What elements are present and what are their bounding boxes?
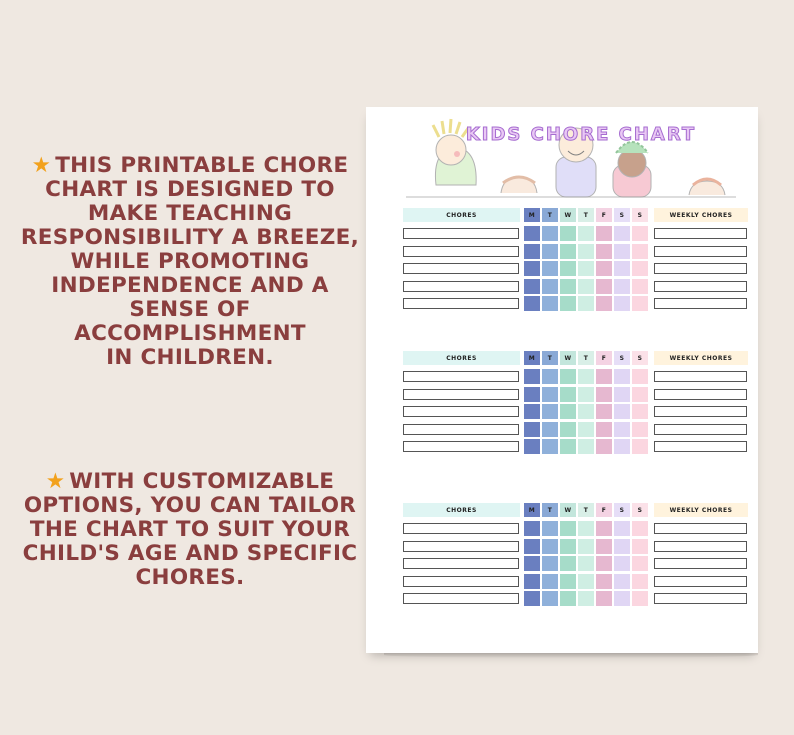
weekly-chore-input[interactable] — [654, 281, 747, 292]
day-checkbox[interactable] — [542, 556, 558, 571]
chore-input[interactable] — [403, 371, 519, 382]
weekly-chore-input[interactable] — [654, 523, 747, 534]
day-checkbox[interactable] — [560, 404, 576, 419]
day-checkbox[interactable] — [578, 439, 594, 454]
day-checkbox[interactable] — [578, 279, 594, 294]
day-checkbox[interactable] — [560, 591, 576, 606]
day-checkbox[interactable] — [596, 439, 612, 454]
promo-line: CHORES. — [135, 565, 245, 590]
promo-line: SENSE OF ACCOMPLISHMENT — [74, 297, 306, 346]
chore-input[interactable] — [403, 228, 519, 239]
star-icon: ★ — [45, 469, 66, 494]
day-checkbox[interactable] — [614, 279, 630, 294]
chore-input[interactable] — [403, 424, 519, 435]
weekly-chore-input[interactable] — [654, 541, 747, 552]
day-checkbox[interactable] — [578, 226, 594, 241]
day-checkbox[interactable] — [614, 556, 630, 571]
day-checkbox[interactable] — [596, 574, 612, 589]
day-header: T — [542, 503, 558, 517]
day-checkbox[interactable] — [614, 574, 630, 589]
weekly-chore-input[interactable] — [654, 263, 747, 274]
day-checkbox[interactable] — [578, 404, 594, 419]
day-checkbox[interactable] — [632, 521, 648, 536]
day-checkbox[interactable] — [614, 591, 630, 606]
day-checkbox[interactable] — [614, 539, 630, 554]
day-checkbox[interactable] — [542, 296, 558, 311]
day-checkbox[interactable] — [596, 556, 612, 571]
day-checkbox[interactable] — [560, 556, 576, 571]
day-checkbox[interactable] — [614, 369, 630, 384]
chores-header: CHORES — [403, 351, 520, 365]
day-checkbox[interactable] — [542, 279, 558, 294]
chore-input[interactable] — [403, 298, 519, 309]
day-checkbox[interactable] — [614, 387, 630, 402]
day-checkbox[interactable] — [542, 574, 558, 589]
day-checkbox[interactable] — [524, 556, 540, 571]
star-icon: ★ — [31, 153, 52, 178]
day-checkbox[interactable] — [524, 574, 540, 589]
day-checkbox[interactable] — [560, 387, 576, 402]
promo-line: CHART IS DESIGNED TO — [45, 177, 335, 202]
day-checkbox[interactable] — [578, 574, 594, 589]
promo-line: OPTIONS, YOU CAN TAILOR — [23, 493, 357, 518]
day-header: F — [596, 208, 612, 222]
day-checkbox[interactable] — [542, 387, 558, 402]
day-checkbox[interactable] — [632, 244, 648, 259]
chore-input[interactable] — [403, 576, 519, 587]
day-checkbox[interactable] — [542, 439, 558, 454]
day-checkbox[interactable] — [542, 404, 558, 419]
chores-header: CHORES — [403, 503, 520, 517]
chore-input[interactable] — [403, 541, 519, 552]
day-checkbox[interactable] — [632, 404, 648, 419]
day-checkbox[interactable] — [524, 539, 540, 554]
day-checkbox[interactable] — [578, 244, 594, 259]
chore-section-3 — [403, 503, 748, 607]
weekly-chore-input[interactable] — [654, 371, 747, 382]
chore-input[interactable] — [403, 441, 519, 452]
day-checkbox[interactable] — [578, 539, 594, 554]
day-checkbox[interactable] — [560, 296, 576, 311]
day-checkbox[interactable] — [578, 296, 594, 311]
day-header: T — [578, 351, 594, 365]
day-checkbox[interactable] — [560, 574, 576, 589]
day-checkbox[interactable] — [596, 422, 612, 437]
promo-line: MAKE TEACHING — [87, 201, 293, 226]
day-checkbox[interactable] — [560, 261, 576, 276]
weekly-chores-header: WEEKLY CHORES — [654, 351, 748, 365]
day-header: S — [614, 351, 630, 365]
day-checkbox[interactable] — [524, 226, 540, 241]
day-checkbox[interactable] — [632, 556, 648, 571]
day-checkbox[interactable] — [596, 261, 612, 276]
chore-section-1 — [403, 208, 748, 312]
day-header: W — [560, 208, 576, 222]
day-checkbox[interactable] — [614, 404, 630, 419]
promo-line: WITH CUSTOMIZABLE — [69, 469, 335, 494]
day-header: M — [524, 351, 540, 365]
day-checkbox[interactable] — [632, 279, 648, 294]
weekly-chore-input[interactable] — [654, 593, 747, 604]
chore-input[interactable] — [403, 281, 519, 292]
day-checkbox[interactable] — [542, 369, 558, 384]
day-checkbox[interactable] — [614, 439, 630, 454]
day-checkbox[interactable] — [542, 244, 558, 259]
day-header: S — [632, 208, 648, 222]
promo-paragraph-1 — [20, 154, 360, 370]
promo-line: THE CHART TO SUIT YOUR — [29, 517, 351, 542]
day-checkbox[interactable] — [542, 226, 558, 241]
day-header: F — [596, 503, 612, 517]
day-checkbox[interactable] — [560, 369, 576, 384]
chore-input[interactable] — [403, 558, 519, 569]
day-header: T — [542, 351, 558, 365]
day-checkbox[interactable] — [632, 439, 648, 454]
promo-line: WHILE PROMOTING — [70, 249, 310, 274]
day-header: M — [524, 503, 540, 517]
day-checkbox[interactable] — [614, 244, 630, 259]
day-checkbox[interactable] — [524, 591, 540, 606]
day-checkbox[interactable] — [596, 591, 612, 606]
promo-line: THIS PRINTABLE CHORE — [55, 153, 349, 178]
day-checkbox[interactable] — [614, 296, 630, 311]
day-checkbox[interactable] — [578, 556, 594, 571]
day-header: S — [632, 351, 648, 365]
day-checkbox[interactable] — [542, 539, 558, 554]
day-checkbox[interactable] — [524, 387, 540, 402]
promo-line: RESPONSIBILITY A BREEZE, — [20, 225, 360, 250]
day-checkbox[interactable] — [614, 226, 630, 241]
day-checkbox[interactable] — [542, 591, 558, 606]
day-checkbox[interactable] — [578, 387, 594, 402]
weekly-chores-header: WEEKLY CHORES — [654, 503, 748, 517]
promo-line: CHILD'S AGE AND SPECIFIC — [22, 541, 358, 566]
chore-input[interactable] — [403, 263, 519, 274]
day-checkbox[interactable] — [614, 422, 630, 437]
day-checkbox[interactable] — [560, 439, 576, 454]
day-checkbox[interactable] — [596, 244, 612, 259]
weekly-chore-input[interactable] — [654, 406, 747, 417]
day-checkbox[interactable] — [560, 521, 576, 536]
day-checkbox[interactable] — [542, 521, 558, 536]
weekly-chore-input[interactable] — [654, 228, 747, 239]
day-checkbox[interactable] — [524, 439, 540, 454]
day-header: F — [596, 351, 612, 365]
day-checkbox[interactable] — [632, 539, 648, 554]
day-checkbox[interactable] — [578, 369, 594, 384]
weekly-chore-input[interactable] — [654, 424, 747, 435]
day-header: T — [578, 208, 594, 222]
weekly-chore-input[interactable] — [654, 441, 747, 452]
day-checkbox[interactable] — [542, 422, 558, 437]
day-checkbox[interactable] — [560, 244, 576, 259]
day-checkbox[interactable] — [596, 279, 612, 294]
day-header: S — [632, 503, 648, 517]
chore-input[interactable] — [403, 406, 519, 417]
day-checkbox[interactable] — [632, 422, 648, 437]
day-header: T — [578, 503, 594, 517]
day-checkbox[interactable] — [560, 539, 576, 554]
chore-chart-page — [366, 107, 758, 653]
day-checkbox[interactable] — [632, 261, 648, 276]
chore-input[interactable] — [403, 389, 519, 400]
day-checkbox[interactable] — [560, 279, 576, 294]
day-checkbox[interactable] — [632, 369, 648, 384]
day-checkbox[interactable] — [524, 422, 540, 437]
day-checkbox[interactable] — [596, 296, 612, 311]
chore-input[interactable] — [403, 523, 519, 534]
weekly-chore-input[interactable] — [654, 389, 747, 400]
day-checkbox[interactable] — [596, 521, 612, 536]
chore-section-2 — [403, 351, 748, 455]
day-checkbox[interactable] — [524, 261, 540, 276]
weekly-chore-input[interactable] — [654, 576, 747, 587]
day-header: W — [560, 503, 576, 517]
day-checkbox[interactable] — [578, 261, 594, 276]
chores-header: CHORES — [403, 208, 520, 222]
promo-paragraph-2 — [20, 470, 360, 590]
day-checkbox[interactable] — [596, 369, 612, 384]
day-checkbox[interactable] — [524, 369, 540, 384]
weekly-chore-input[interactable] — [654, 298, 747, 309]
day-checkbox[interactable] — [578, 591, 594, 606]
day-checkbox[interactable] — [614, 521, 630, 536]
day-header: S — [614, 208, 630, 222]
day-checkbox[interactable] — [596, 387, 612, 402]
chore-input[interactable] — [403, 246, 519, 257]
day-checkbox[interactable] — [596, 404, 612, 419]
day-checkbox[interactable] — [524, 296, 540, 311]
promo-line: INDEPENDENCE AND A — [51, 273, 329, 298]
day-header: W — [560, 351, 576, 365]
promo-line: IN CHILDREN. — [106, 345, 274, 370]
day-header: T — [542, 208, 558, 222]
day-checkbox[interactable] — [560, 226, 576, 241]
weekly-chore-input[interactable] — [654, 246, 747, 257]
day-checkbox[interactable] — [596, 539, 612, 554]
weekly-chore-input[interactable] — [654, 558, 747, 569]
day-checkbox[interactable] — [524, 279, 540, 294]
day-checkbox[interactable] — [614, 261, 630, 276]
day-checkbox[interactable] — [578, 521, 594, 536]
day-checkbox[interactable] — [524, 244, 540, 259]
day-checkbox[interactable] — [596, 226, 612, 241]
day-checkbox[interactable] — [524, 404, 540, 419]
day-checkbox[interactable] — [578, 422, 594, 437]
chart-title: KIDS CHORE CHART — [465, 124, 697, 145]
day-checkbox[interactable] — [632, 574, 648, 589]
day-checkbox[interactable] — [542, 261, 558, 276]
day-checkbox[interactable] — [560, 422, 576, 437]
day-header: S — [614, 503, 630, 517]
weekly-chores-header: WEEKLY CHORES — [654, 208, 748, 222]
day-checkbox[interactable] — [632, 387, 648, 402]
day-checkbox[interactable] — [524, 521, 540, 536]
day-checkbox[interactable] — [632, 591, 648, 606]
day-checkbox[interactable] — [632, 226, 648, 241]
chore-input[interactable] — [403, 593, 519, 604]
day-checkbox[interactable] — [632, 296, 648, 311]
day-header: M — [524, 208, 540, 222]
